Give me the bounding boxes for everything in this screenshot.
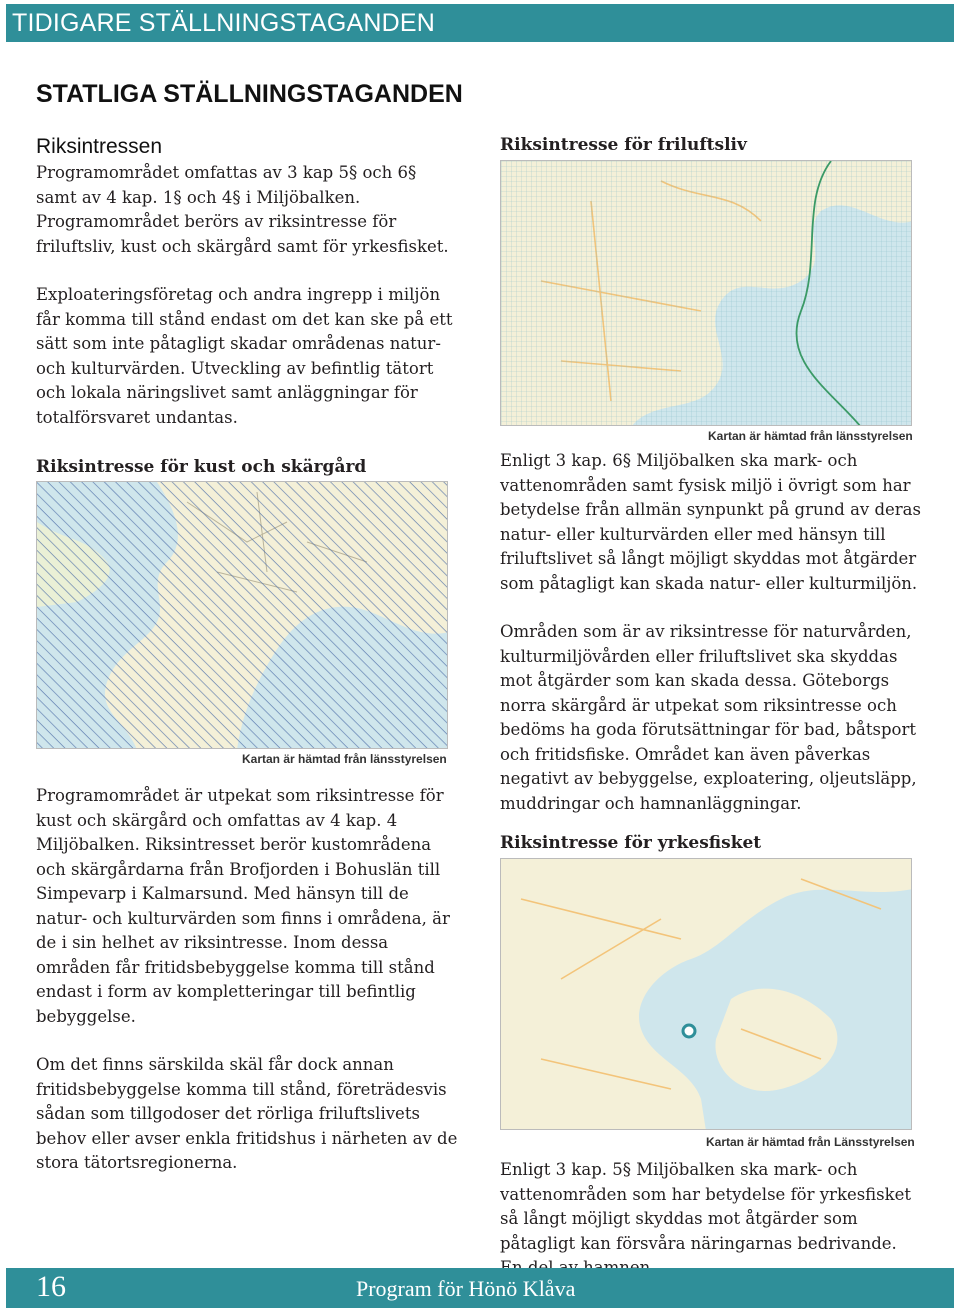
yrkesfisket-heading: Riksintresse för yrkesfisket <box>500 833 762 853</box>
map-caption: Kartan är hämtad från länsstyrelsen <box>242 752 447 766</box>
document-title: Program för Hönö Klåva <box>356 1276 576 1301</box>
paragraph: Enligt 3 kap. 6§ Miljöbalken ska mark- och vattenområden samt fysisk miljö i övrigt som har betydelse från allmän synpunkt på grund av deras natur- eller kulturvärden eller med hänsyn till friluftslivet så långt möjligt skyddas mot åtgärder som påtagligt kan skada natur- eller kulturmiljön. <box>500 451 921 593</box>
map-caption: Kartan är hämtad från Länsstyrelsen <box>706 1135 915 1149</box>
map-kust-skargard <box>36 481 448 749</box>
paragraph: Enligt 3 kap. 5§ Miljöbalken ska mark- och vattenområden som har betydelse för yrkesfisket så långt möjligt skyddas mot åtgärder som påtagligt kan försvåra näringarnas bedrivande. <box>500 1160 912 1253</box>
paragraph: Programområdet är utpekat som riksintresse för kust och skärgård och omfattas av 4 kap. 4 Miljöbalken. Riksintresset berör kustområdena och skärgårdarna från Brofjorden i Bohuslän till Simpevarp i Kalmarsund. Med hänsyn till de natur- och kulturvärden som finns i områdena, är de i sin helhet av riksintresse. Inom dessa områden får fritidsbebyggelse komma till stånd endast i form av kompletteringar till befintlig bebyggelse. <box>36 786 450 1026</box>
map-friluftsliv <box>500 160 912 426</box>
map-caption: Kartan är hämtad från länsstyrelsen <box>708 429 913 443</box>
page-footer <box>6 1268 954 1308</box>
section-banner: TIDIGARE STÄLLNINGSTAGANDEN <box>6 4 954 42</box>
riksintressen-heading: Riksintressen <box>36 135 163 158</box>
map-yrkesfisket <box>500 858 912 1130</box>
left-column <box>36 134 460 430</box>
paragraph: Om det finns särskilda skäl får dock annan fritidsbebyggelse komma till stånd, företrädesvis sådan som tillgodoser det rörliga friluftslivets behov eller avser enkla fritidshus i närheten av de stora tätortsregionerna. <box>36 1055 458 1172</box>
page-title: STATLIGA STÄLLNINGSTAGANDEN <box>36 80 463 108</box>
right-column-lower <box>500 1158 924 1281</box>
paragraph: Programområdet omfattas av 3 kap 5§ och 6§ samt av 4 kap. 1§ och 4§ i Miljöbalken. Programområdet berörs av riksintresse för friluftsliv, kust och skärgård samt för yrkesfisket. <box>36 163 449 256</box>
left-column-lower <box>36 784 460 1176</box>
page-number: 16 <box>36 1270 66 1303</box>
kust-heading: Riksintresse för kust och skärgård <box>36 457 367 477</box>
friluftsliv-heading: Riksintresse för friluftsliv <box>500 135 747 155</box>
paragraph: Områden som är av riksintresse för naturvården, kulturmiljövården eller friluftslivet ska skyddas mot åtgärder som kan skada dessa. Göteborgs norra skärgård är utpekat som riksintresse och bedöms ha goda förutsättningar för bad, båtsport och fritidsfiske. Området kan även påverkas negativt av bebyggelse, exploatering, oljeutsläpp, muddringar och hamnanläggningar. <box>500 622 917 813</box>
right-column <box>500 449 924 816</box>
paragraph: Exploateringsföretag och andra ingrepp i miljön får komma till stånd endast om det kan ske på ett sätt som inte påtagligt skadar områdenas natur- och kulturvärden. Utveckling av befintlig tätort och lokala näringslivet samt anläggningar för totalförsvaret undantas. <box>36 285 453 427</box>
